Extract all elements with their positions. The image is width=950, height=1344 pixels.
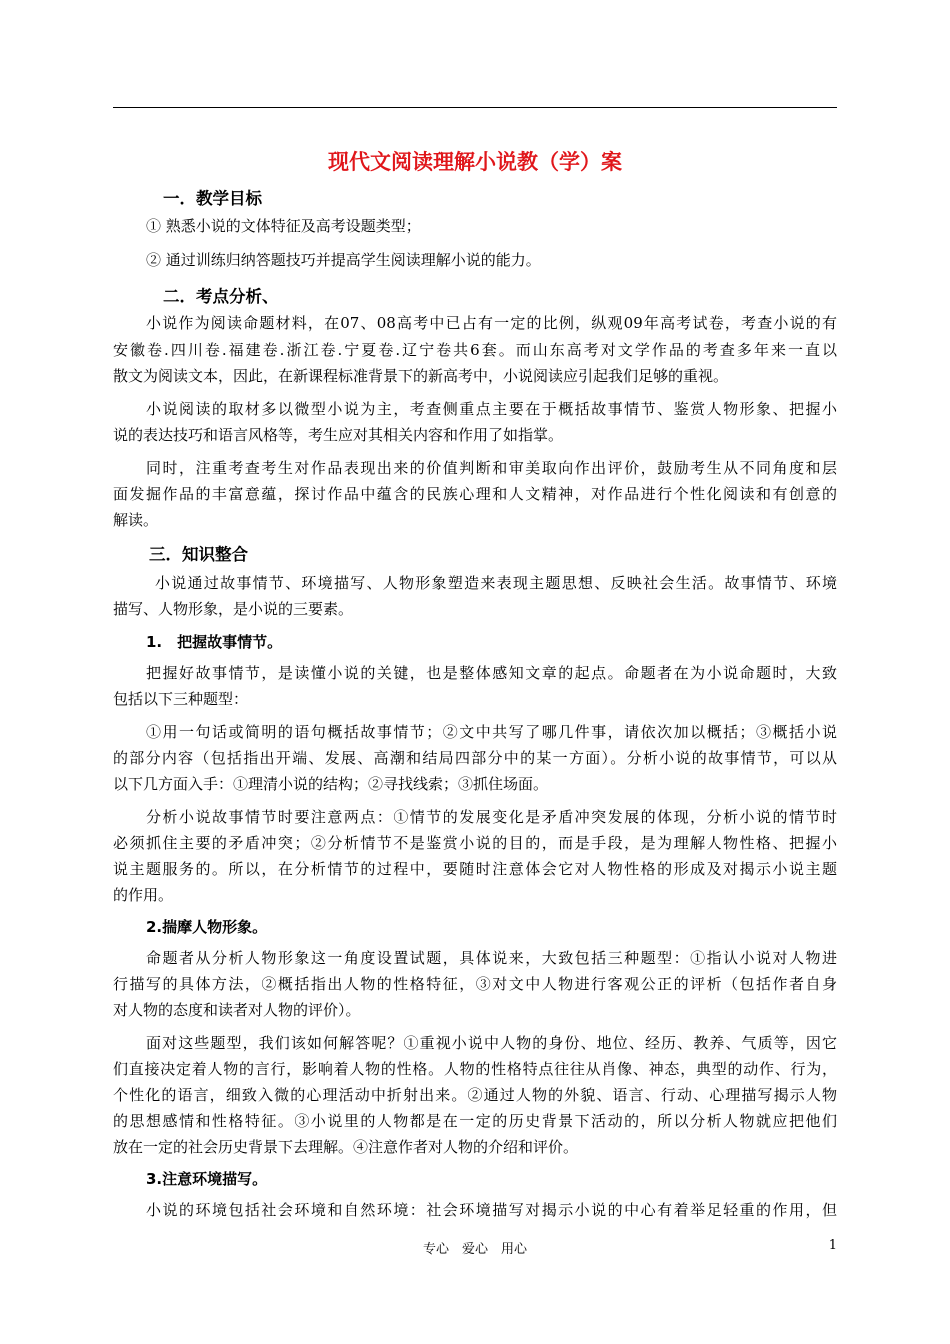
paragraph-line: 把握好故事情节，是读懂小说的关键，也是整体感知文章的起点。命题者在为小说命题时，大致 xyxy=(146,664,837,682)
paragraph-line: 小说作为阅读命题材料，在07、08高考中已占有一定的比例，纵观09年高考试卷，考查小说的有 xyxy=(146,314,837,332)
paragraph-line: 的部分内容（包括指出开端、发展、高潮和结局四部分中的某一方面）。分析小说的故事情节，可以从 xyxy=(113,749,837,767)
paragraph-line: 同时，注重考查考生对作品表现出来的价值判断和审美取向作出评价，鼓励考生从不同角度和层 xyxy=(146,459,837,477)
section-heading-knowledge: 三．知识整合 xyxy=(149,545,248,564)
subheading-plot: 1. 把握故事情节。 xyxy=(146,633,283,651)
paragraph-line: 小说通过故事情节、环境描写、人物形象塑造来表现主题思想、反映社会生活。故事情节、环境 xyxy=(155,574,837,592)
paragraph-line: 命题者从分析人物形象这一角度设置试题，具体说来，大致包括三种题型：①指认小说对人物进 xyxy=(146,949,837,967)
list-item: ① 熟悉小说的文体特征及高考设题类型； xyxy=(146,217,421,235)
paragraph-line: 描写、人物形象，是小说的三要素。 xyxy=(113,600,354,618)
paragraph-line: 必须抓住主要的矛盾冲突；②分析情节不是鉴赏小说的目的，而是手段，是为理解人物性格、把握小 xyxy=(113,834,837,852)
paragraph-line: 们直接决定着人物的言行，影响着人物的性格。人物的性格特点往往从肖像、神态，典型的动作、行为， xyxy=(113,1060,837,1078)
paragraph-line: 包括以下三种题型： xyxy=(113,690,249,708)
paragraph-line: 面发掘作品的丰富意蕴，探讨作品中蕴含的民族心理和人文精神，对作品进行个性化阅读和有创意的 xyxy=(113,485,837,503)
paragraph-line: 说主题服务的。所以，在分析情节的过程中，要随时注意体会它对人物性格的形成及对揭示小说主题 xyxy=(113,860,837,878)
page-title: 现代文阅读理解小说教（学）案 xyxy=(328,150,622,174)
paragraph-line: 个性化的语言，细致入微的心理活动中折射出来。②通过人物的外貌、语言、行动、心理描写揭示人物 xyxy=(113,1086,837,1104)
paragraph-line: 分析小说故事情节时要注意两点：①情节的发展变化是矛盾冲突发展的体现，分析小说的情节时 xyxy=(146,808,837,826)
footer-motto: 专心 爱心 用心 xyxy=(422,1242,527,1257)
paragraph-line: 面对这些题型，我们该如何解答呢？①重视小说中人物的身份、地位、经历、教养、气质等，因它 xyxy=(146,1034,837,1052)
paragraph-line: 对人物的态度和读者对人物的评价）。 xyxy=(113,1001,361,1019)
paragraph-line: 解读。 xyxy=(113,511,159,529)
subheading-environment: 3.注意环境描写。 xyxy=(146,1170,268,1188)
list-item: ② 通过训练归纳答题技巧并提高学生阅读理解小说的能力。 xyxy=(146,251,541,269)
paragraph-line: 小说的环境包括社会环境和自然环境：社会环境描写对揭示小说的中心有着举足轻重的作用，但 xyxy=(146,1201,837,1219)
paragraph-line: 小说阅读的取材多以微型小说为主，考查侧重点主要在于概括故事情节、鉴赏人物形象、把握小 xyxy=(146,400,837,418)
section-heading-objectives: 一．教学目标 xyxy=(163,189,262,208)
paragraph-line: 以下几方面入手：①理清小说的结构；②寻找线索；③抓住场面。 xyxy=(113,775,549,793)
header-rule xyxy=(113,107,837,108)
paragraph-line: 的作用。 xyxy=(113,886,174,904)
paragraph-line: 的思想感情和性格特征。③小说里的人物都是在一定的历史背景下活动的，所以分析人物就应把他们 xyxy=(113,1112,837,1130)
subheading-character: 2.揣摩人物形象。 xyxy=(146,918,268,936)
paragraph-line: 放在一定的社会历史背景下去理解。④注意作者对人物的介绍和评价。 xyxy=(113,1138,579,1156)
paragraph-line: 散文为阅读文本，因此，在新课程标准背景下的新高考中，小说阅读应引起我们足够的重视。 xyxy=(113,367,729,385)
section-heading-analysis: 二．考点分析、 xyxy=(163,287,279,306)
paragraph-line: 说的表达技巧和语言风格等，考生应对其相关内容和作用了如指掌。 xyxy=(113,426,564,444)
page-number: 1 xyxy=(828,1238,837,1253)
paragraph-line: ①用一句话或简明的语句概括故事情节；②文中共写了哪几件事，请依次加以概括；③概括小说 xyxy=(146,723,837,741)
paragraph-line: 安徽卷.四川卷.福建卷.浙江卷.宁夏卷.辽宁卷共6套。而山东高考对文学作品的考查多年来一直以 xyxy=(113,341,837,359)
paragraph-line: 行描写的具体方法，②概括指出人物的性格特征，③对文中人物进行客观公正的评析（包括作者自身 xyxy=(113,975,837,993)
